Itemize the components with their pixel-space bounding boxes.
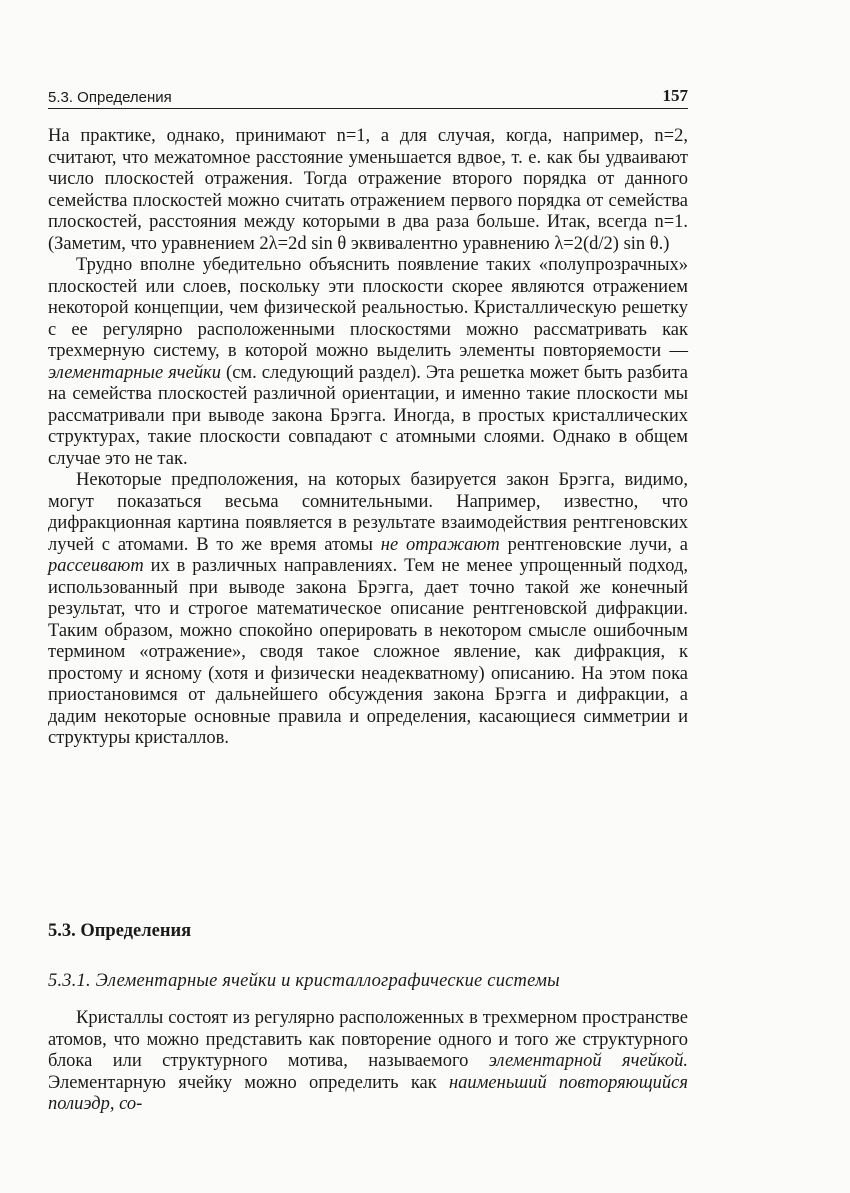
paragraph-4-text-a: Кристаллы состоят из регулярно расположенных в трехмерном пространстве атомов, что можно представить как повторение одного и того же структурного блока или структурного мотива, называемого <box>48 1008 688 1071</box>
subsection-heading: 5.3.1. Элементарные ячейки и кристаллографические системы <box>48 971 560 991</box>
body-text-2 <box>48 1008 688 1116</box>
section-heading: 5.3. Определения <box>48 921 192 941</box>
page-number: 157 <box>662 86 688 105</box>
paragraph-3-emphasis-1: не отражают <box>380 534 500 555</box>
paragraph-3-text-c: их в различных направлениях. Тем не менее упрощенный подход, использованный при выводе закона Брэгга, дает точно такой же конечный результат, что и строгое математическое описание рентгеновской дифракции. Таким образом, можно спокойно оперировать в некотором смысле ошибочным термином «отражение», сводя такое сложное явление, как дифракция, к простому и ясному (хотя и физически неадекватному) описанию. На этом пока приостановимся от дальнейшего обсуждения закона Брэгга и дифракции, а дадим некоторые основные правила и определения, касающиеся симметрии и структуры кристаллов. <box>48 556 688 748</box>
paragraph-2-text-a: Трудно вполне убедительно объяснить появление таких «полупрозрачных» плоскостей или слоев, поскольку эти плоскости скорее являются отражением некоторой концепции, чем физической реальностью. Кристаллическую решетку с ее регулярно расположенными плоскостями можно рассматривать как трехмерную систему, в которой можно выделить элементы повторяемости — <box>48 255 688 361</box>
paragraph-4-emphasis-1: элементарной ячейкой. <box>488 1051 688 1071</box>
body-text <box>48 126 688 750</box>
paragraph-4-text-b: Элементарную ячейку можно определить как <box>48 1072 449 1093</box>
paragraph-1: На практике, однако, принимают n=1, а для случая, когда, например, n=2, считают, что межатомное расстояние уменьшается вдвое, т. е. как бы удваивают число плоскостей отражения. Тогда отражение второго порядка от данного семейства плоскостей можно считать отражением первого порядка от семейства плоскостей, расстояния между которыми в два раза больше. Итак, всегда n=1. (Заметим, что уравнением 2λ=2d sin θ эквивалентно уравнению λ=2(d/2) sin θ.) <box>48 126 688 254</box>
paragraph-4 <box>48 1008 688 1116</box>
paragraph-2-text-b: (см. следующий раздел). Эта решетка может быть разбита на семейства плоскостей различной ориентации, и именно такие плоскости мы рассматривали при выводе закона Брэгга. Иногда, в простых кристаллических структурах, такие плоскости совпадают с атомными слоями. Однако в общем случае это не так. <box>48 362 688 469</box>
running-head-section: 5.3. Определения <box>48 89 172 106</box>
paragraph-2-emphasis: элементарные ячейки <box>48 362 222 383</box>
paragraph-3 <box>48 470 688 750</box>
paragraph-3-text-b: рентгеновские лучи, а <box>499 534 688 555</box>
running-head <box>48 86 688 109</box>
paragraph-3-emphasis-2: рассеивают <box>48 556 144 576</box>
paragraph-2 <box>48 255 688 470</box>
paragraph-3-text-a: Некоторые предположения, на которых базируется закон Брэгга, видимо, могут показаться весьма сомнительными. Например, известно, что дифракционная картина появляется в результате взаимодействия рентгеновских лучей с атомами. В то же время атомы <box>48 470 688 555</box>
paragraph-4-emphasis-2: наименьший повторяющийся полиэдр, со- <box>48 1072 688 1114</box>
